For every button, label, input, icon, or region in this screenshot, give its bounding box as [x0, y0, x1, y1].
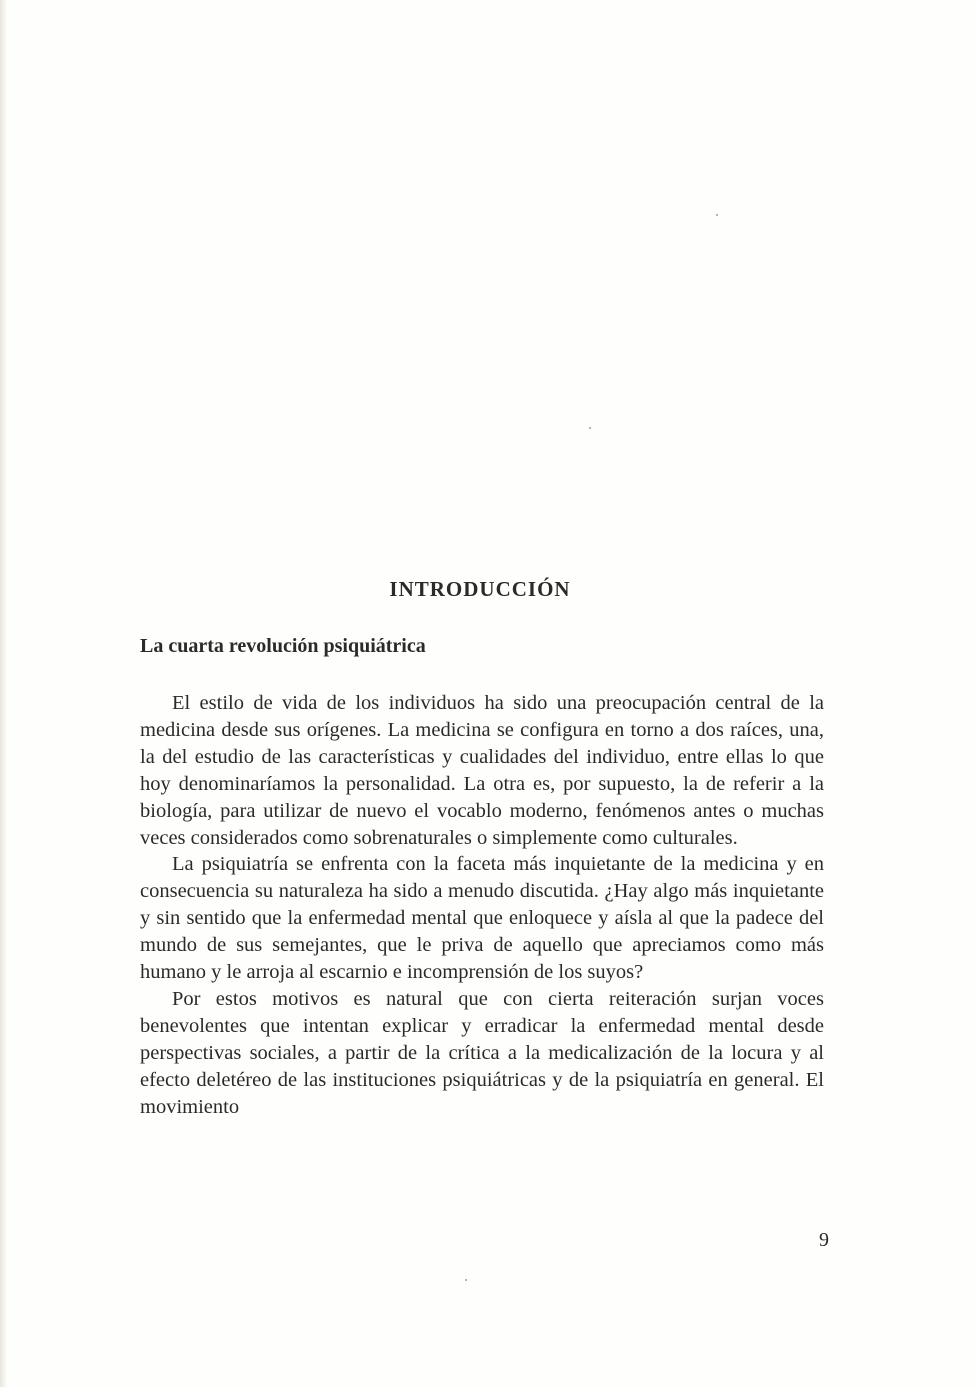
paper-speck [589, 427, 591, 429]
page-number: 9 [819, 1229, 829, 1251]
paragraph: Por estos motivos es natural que con cierta reiteración surjan voces benevolentes que intentan explicar y erradicar la enfermedad mental desde perspectivas sociales, a partir de la crítica a la medicalización de la locura y al efecto deletéreo de las instituciones psiquiátricas y de la psiquiatría en general. El movimiento [140, 987, 824, 1118]
paper-speck [465, 1279, 467, 1281]
paper-speck [716, 214, 718, 216]
page-binding-edge [0, 0, 7, 1387]
paragraph: La psiquiatría se enfrenta con la faceta más inquietante de la medicina y en consecuencia su naturaleza ha sido a menudo discutida. ¿Hay algo más inquietante y sin sentido que la enfermedad mental que enloquece y aísla al que la padece del mundo de sus semejantes, que le priva de aquello que apreciamos como más humano y le arroja al escarnio e incomprensión de los suyos? [140, 853, 824, 984]
chapter-title: INTRODUCCIÓN [389, 577, 571, 601]
paragraph: El estilo de vida de los individuos ha sido una preocupación central de la medicina desde sus orígenes. La medicina se configura en torno a dos raíces, una, la del estudio de las características y cualidades del individuo, entre ellas lo que hoy denominaríamos la personalidad. La otra es, por supuesto, la de referir a la biología, para utilizar de nuevo el vocablo moderno, fenómenos antes o muchas veces considerados como sobrenaturales o simplemente como culturales. [140, 692, 824, 849]
body-text [140, 690, 824, 1121]
section-title: La cuarta revolución psiquiátrica [140, 635, 426, 657]
